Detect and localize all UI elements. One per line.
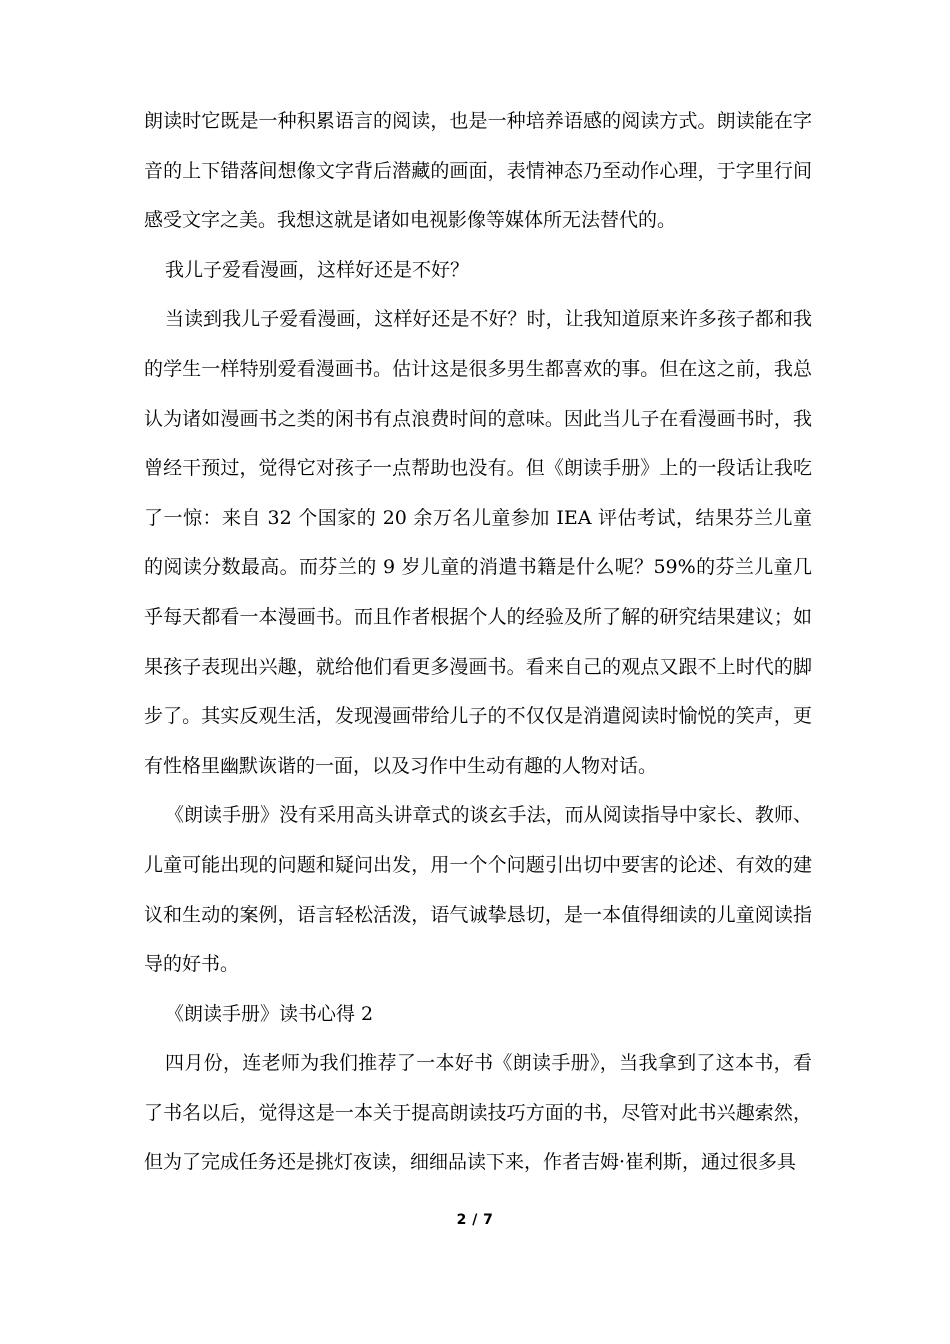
page-number: 2 / 7	[456, 1212, 494, 1228]
question-heading: 我儿子爱看漫画，这样好还是不好？	[165, 258, 470, 281]
paragraph-2: 当读到我儿子爱看漫画，这样好还是不好？时，让我知道原来许多孩子都和我的学生一样特别爱看漫画书。估计这是很多男生都喜欢的事。但在这之前，我总认为诸如漫画书之类的闲书有点浪费时间的意味。因此当儿子在看漫画书时，我曾经干预过，觉得它对孩子一点帮助也没有。但《朗读手册》上的一段话让我吃了一惊：来自 32 个国家的 20 余万名儿童参加 IEA 评估考试，结果芬兰儿童的阅读分数最高。而芬兰的 9 岁儿童的消遣书籍是什么呢？59%的芬兰儿童几乎每天都看一本漫画书。而且作者根据个人的经验及所了解的研究结果建议；如果孩子表现出兴趣，就给他们看更多漫画书。看来自己的观点又跟不上时代的脚步了。其实反观生活，发现漫画带给儿子的不仅仅是消遣阅读时愉悦的笑声，更有性格里幽默诙谐的一面，以及习作中生动有趣的人物对话。	[144, 308, 812, 777]
document-body	[144, 97, 812, 1188]
paragraph-1: 朗读时它既是一种积累语言的阅读，也是一种培养语感的阅读方式。朗读能在字音的上下错落间想像文字背后潜藏的画面，表情神态乃至动作心理，于字里行间感受文字之美。我想这就是诸如电视影像等媒体所无法替代的。	[144, 110, 812, 232]
paragraph-4: 四月份，连老师为我们推荐了一本好书《朗读手册》，当我拿到了这本书，看了书名以后，觉得这是一本关于提高朗读技巧方面的书，尽管对此书兴趣索然，但为了完成任务还是挑灯夜读，细细品读下来，作者吉姆·崔利斯，通过很多具	[144, 1052, 812, 1174]
section-title: 《朗读手册》读书心得 2	[165, 1002, 374, 1025]
paragraph-3: 《朗读手册》没有采用高头讲章式的谈玄手法，而从阅读指导中家长、教师、儿童可能出现的问题和疑问出发，用一个个问题引出切中要害的论述、有效的建议和生动的案例，语言轻松活泼，语气诚挚恳切，是一本值得细读的儿童阅读指导的好书。	[144, 804, 812, 976]
